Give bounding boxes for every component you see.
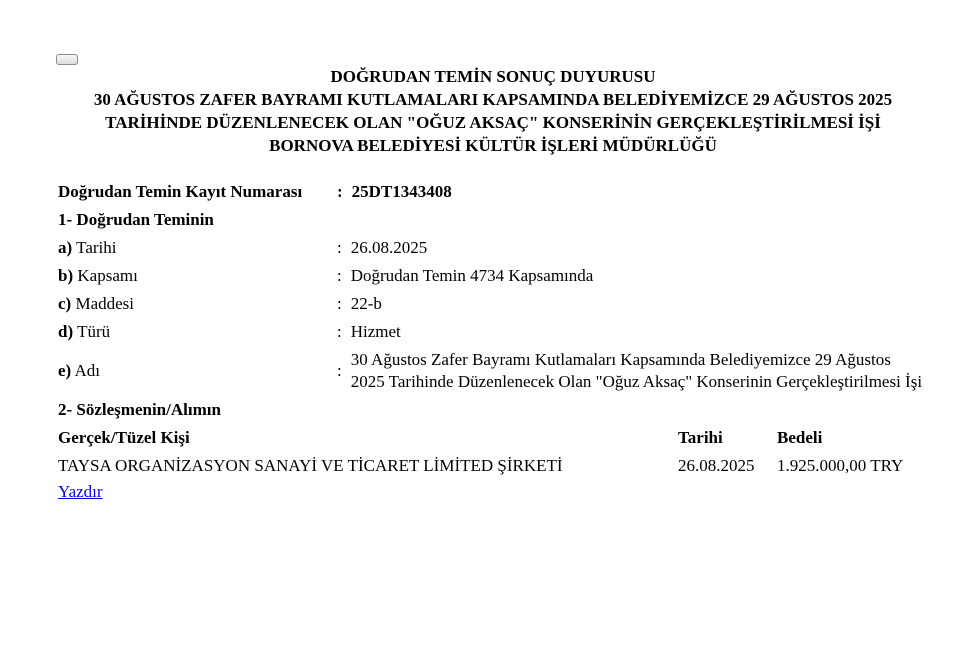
- column-header-tarihi: Tarihi: [678, 428, 723, 447]
- collapsed-button[interactable]: [56, 54, 78, 65]
- contract-table-row: [58, 452, 928, 480]
- contract-table-header-row: [58, 424, 928, 452]
- organization-name: BORNOVA BELEDİYESİ KÜLTÜR İŞLERİ MÜDÜRLÜĞÜ: [269, 136, 717, 155]
- table-row: [58, 206, 928, 234]
- field-value-turu: : Hizmet: [337, 318, 928, 346]
- record-number-value: : 25DT1343408: [337, 181, 928, 203]
- table-row: [58, 396, 928, 424]
- field-value-tarihi: : 26.08.2025: [337, 234, 928, 262]
- document-header: [88, 65, 898, 157]
- contract-date: 26.08.2025: [678, 456, 755, 475]
- field-label-adi: e) Adı: [58, 361, 101, 380]
- field-label-turu: d) Türü: [58, 322, 111, 341]
- table-row: [58, 262, 928, 290]
- record-number-label: Doğrudan Temin Kayıt Numarası: [58, 182, 303, 201]
- column-header-bedeli: Bedeli: [777, 428, 823, 447]
- page-title: DOĞRUDAN TEMİN SONUÇ DUYURUSU: [330, 67, 656, 86]
- table-row: [58, 178, 928, 206]
- field-label-maddesi: c) Maddesi: [58, 294, 135, 313]
- table-row: [58, 318, 928, 346]
- table-row: [58, 290, 928, 318]
- print-link[interactable]: Yazdır: [58, 482, 103, 501]
- record-number-cell: [337, 178, 928, 206]
- announcement-subject: 30 AĞUSTOS ZAFER BAYRAMI KUTLAMALARI KAPSAMINDA BELEDİYEMİZCE 29 AĞUSTOS 2025 TARİHİNDE DÜZENLENECEK OLAN "OĞUZ AKSAÇ" KONSERİNİN GERÇEKLEŞTİRİLMESİ İŞİ: [93, 90, 893, 132]
- section1-heading: 1- Doğrudan Teminin: [58, 210, 214, 229]
- contract-amount: 1.925.000,00 TRY: [777, 456, 904, 475]
- field-value-maddesi: : 22-b: [337, 290, 928, 318]
- field-label-tarihi: a) Tarihi: [58, 238, 117, 257]
- contractor-name: TAYSA ORGANİZASYON SANAYİ VE TİCARET LİMİTED ŞİRKETİ: [58, 456, 563, 475]
- field-value-adi: : 30 Ağustos Zafer Bayramı Kutlamaları Kapsamında Belediyemizce 29 Ağustos 2025 Tarihinde Düzenlenecek Olan "Oğuz Aksaç" Konserinin Gerçekleştirilmesi İşi: [337, 346, 928, 396]
- contract-table: [58, 424, 928, 480]
- field-value-kapsami: : Doğrudan Temin 4734 Kapsamında: [337, 262, 928, 290]
- procurement-details-table: [58, 178, 928, 424]
- field-label-kapsami: b) Kapsamı: [58, 266, 138, 285]
- table-row: [58, 346, 928, 396]
- table-row: [58, 234, 928, 262]
- column-header-kisi: Gerçek/Tüzel Kişi: [58, 428, 190, 447]
- section2-heading: 2- Sözleşmenin/Alımın: [58, 400, 221, 419]
